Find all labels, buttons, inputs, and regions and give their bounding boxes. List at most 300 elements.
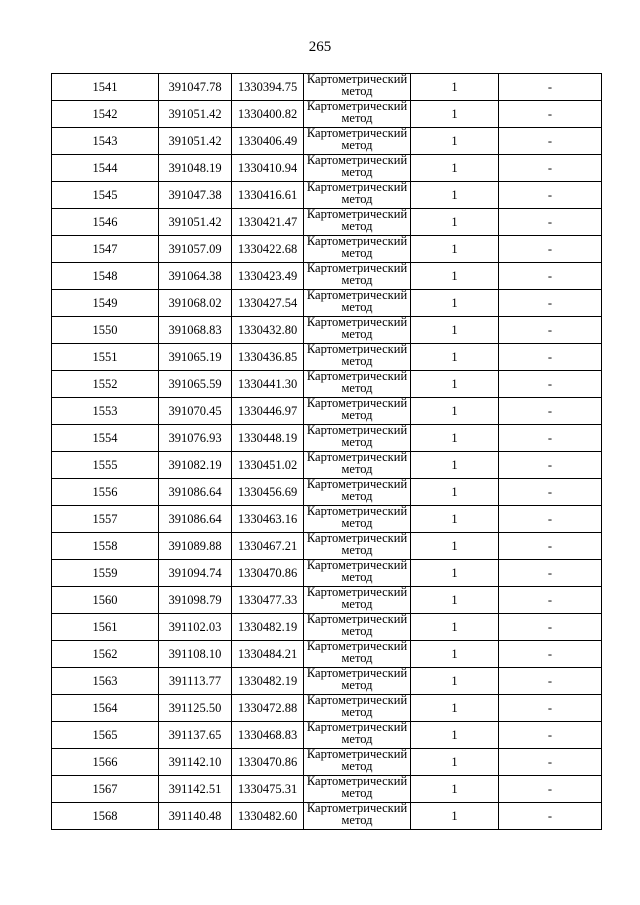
x-coordinate: 391102.03 xyxy=(168,619,222,634)
accuracy-value: 1 xyxy=(451,403,458,418)
accuracy-value: 1 xyxy=(451,673,458,688)
accuracy-value: 1 xyxy=(451,727,458,742)
method-line2: метод xyxy=(341,570,373,584)
point-number: 1543 xyxy=(92,133,118,148)
x-coordinate: 391070.45 xyxy=(168,403,222,418)
y-coordinate-cell xyxy=(232,452,304,479)
y-coordinate-cell xyxy=(232,263,304,290)
x-coordinate: 391051.42 xyxy=(168,106,222,121)
method-line1: Картометрический xyxy=(306,235,408,248)
note-cell xyxy=(499,155,602,182)
method-line1: Картометрический xyxy=(306,370,408,383)
x-coordinate-cell xyxy=(159,533,232,560)
method-line1: Картометрический xyxy=(306,640,408,653)
y-coordinate: 1330441.30 xyxy=(237,376,298,391)
y-coordinate: 1330467.21 xyxy=(237,538,298,553)
note-value: - xyxy=(547,727,553,742)
x-coordinate-cell xyxy=(159,803,232,830)
method-line1: Картометрический xyxy=(306,532,408,545)
note-value: - xyxy=(547,754,553,769)
point-number-cell xyxy=(52,506,159,533)
method-line2: метод xyxy=(341,759,373,773)
x-coordinate-cell xyxy=(159,317,232,344)
method-line2: метод xyxy=(341,192,373,206)
y-coordinate: 1330456.69 xyxy=(237,484,298,499)
note-cell xyxy=(499,209,602,236)
y-coordinate: 1330432.80 xyxy=(237,322,298,337)
method-cell xyxy=(304,560,411,587)
method-line2: метод xyxy=(341,165,373,179)
method-line1: Картометрический xyxy=(306,613,408,626)
note-value: - xyxy=(547,808,553,823)
x-coordinate: 391137.65 xyxy=(168,727,222,742)
method-cell xyxy=(304,614,411,641)
x-coordinate: 391076.93 xyxy=(168,430,222,445)
point-number: 1561 xyxy=(92,619,118,634)
table-row xyxy=(52,776,602,803)
x-coordinate-cell xyxy=(159,209,232,236)
accuracy-value: 1 xyxy=(451,187,458,202)
x-coordinate-cell xyxy=(159,155,232,182)
accuracy-value: 1 xyxy=(451,133,458,148)
method-cell xyxy=(304,533,411,560)
y-coordinate: 1330463.16 xyxy=(237,511,298,526)
method-line1: Картометрический xyxy=(306,505,408,518)
accuracy-value: 1 xyxy=(451,754,458,769)
note-value: - xyxy=(547,322,553,337)
table-row xyxy=(52,263,602,290)
note-value: - xyxy=(547,646,553,661)
method-line2: метод xyxy=(341,381,373,395)
table-row xyxy=(52,317,602,344)
method-line1: Картометрический xyxy=(306,748,408,761)
y-coordinate: 1330482.19 xyxy=(237,673,298,688)
note-value: - xyxy=(547,133,553,148)
x-coordinate: 391064.38 xyxy=(168,268,222,283)
method-line1: Картометрический xyxy=(306,100,408,113)
method-line1: Картометрический xyxy=(306,721,408,734)
y-coordinate-cell xyxy=(232,803,304,830)
method-line1: Картометрический xyxy=(306,775,408,788)
x-coordinate-cell xyxy=(159,776,232,803)
note-cell xyxy=(499,614,602,641)
table-row xyxy=(52,641,602,668)
note-value: - xyxy=(547,484,553,499)
note-cell xyxy=(499,560,602,587)
x-coordinate: 391047.38 xyxy=(168,187,222,202)
y-coordinate: 1330482.19 xyxy=(237,619,298,634)
point-number: 1554 xyxy=(92,430,118,445)
note-value: - xyxy=(547,538,553,553)
y-coordinate: 1330484.21 xyxy=(237,646,298,661)
method-line2: метод xyxy=(341,489,373,503)
y-coordinate: 1330472.88 xyxy=(237,700,298,715)
accuracy-value: 1 xyxy=(451,214,458,229)
point-number: 1556 xyxy=(92,484,118,499)
y-coordinate: 1330468.83 xyxy=(237,727,298,742)
y-coordinate: 1330451.02 xyxy=(237,457,298,472)
method-line2: метод xyxy=(341,516,373,530)
accuracy-value: 1 xyxy=(451,538,458,553)
method-cell xyxy=(304,398,411,425)
point-number-cell xyxy=(52,425,159,452)
method-line2: метод xyxy=(341,678,373,692)
y-coordinate-cell xyxy=(232,506,304,533)
x-coordinate-cell xyxy=(159,668,232,695)
x-coordinate-cell xyxy=(159,722,232,749)
method-line2: метод xyxy=(341,84,373,98)
x-coordinate: 391086.64 xyxy=(168,484,222,499)
point-number: 1552 xyxy=(92,376,118,391)
y-coordinate-cell xyxy=(232,533,304,560)
y-coordinate: 1330394.75 xyxy=(237,79,298,94)
x-coordinate-cell xyxy=(159,695,232,722)
point-number: 1550 xyxy=(92,322,118,337)
method-line2: метод xyxy=(341,327,373,341)
point-number: 1541 xyxy=(92,79,118,94)
point-number-cell xyxy=(52,74,159,101)
x-coordinate: 391065.59 xyxy=(168,376,222,391)
point-number: 1568 xyxy=(92,808,118,823)
point-number: 1566 xyxy=(92,754,118,769)
method-line1: Картометрический xyxy=(306,424,408,437)
y-coordinate: 1330470.86 xyxy=(237,565,298,580)
method-line1: Картометрический xyxy=(306,694,408,707)
method-line1: Картометрический xyxy=(306,451,408,464)
method-line2: метод xyxy=(341,138,373,152)
accuracy-cell xyxy=(411,722,499,749)
method-line2: метод xyxy=(341,111,373,125)
accuracy-cell xyxy=(411,641,499,668)
method-cell xyxy=(304,479,411,506)
method-line2: метод xyxy=(341,219,373,233)
x-coordinate: 391068.83 xyxy=(168,322,222,337)
point-number: 1567 xyxy=(92,781,118,796)
accuracy-cell xyxy=(411,290,499,317)
accuracy-value: 1 xyxy=(451,511,458,526)
point-number-cell xyxy=(52,668,159,695)
x-coordinate: 391089.88 xyxy=(168,538,222,553)
y-coordinate-cell xyxy=(232,236,304,263)
note-value: - xyxy=(547,511,553,526)
accuracy-cell xyxy=(411,344,499,371)
y-coordinate: 1330475.31 xyxy=(237,781,298,796)
point-number: 1544 xyxy=(92,160,118,175)
x-coordinate-cell xyxy=(159,479,232,506)
note-value: - xyxy=(547,376,553,391)
table-row xyxy=(52,722,602,749)
point-number-cell xyxy=(52,803,159,830)
accuracy-cell xyxy=(411,209,499,236)
method-line2: метод xyxy=(341,435,373,449)
point-number-cell xyxy=(52,587,159,614)
note-cell xyxy=(499,101,602,128)
x-coordinate-cell xyxy=(159,290,232,317)
table-row xyxy=(52,452,602,479)
table-row xyxy=(52,614,602,641)
x-coordinate-cell xyxy=(159,425,232,452)
y-coordinate-cell xyxy=(232,101,304,128)
accuracy-cell xyxy=(411,182,499,209)
accuracy-cell xyxy=(411,695,499,722)
accuracy-cell xyxy=(411,317,499,344)
note-value: - xyxy=(547,565,553,580)
note-value: - xyxy=(547,457,553,472)
y-coordinate-cell xyxy=(232,74,304,101)
y-coordinate: 1330427.54 xyxy=(237,295,298,310)
x-coordinate-cell xyxy=(159,263,232,290)
accuracy-cell xyxy=(411,776,499,803)
table-row xyxy=(52,560,602,587)
accuracy-cell xyxy=(411,452,499,479)
y-coordinate-cell xyxy=(232,587,304,614)
y-coordinate: 1330470.86 xyxy=(237,754,298,769)
method-line1: Картометрический xyxy=(306,289,408,302)
coordinates-table xyxy=(51,73,602,830)
y-coordinate-cell xyxy=(232,641,304,668)
accuracy-cell xyxy=(411,236,499,263)
method-cell xyxy=(304,425,411,452)
accuracy-value: 1 xyxy=(451,484,458,499)
y-coordinate-cell xyxy=(232,344,304,371)
method-line2: метод xyxy=(341,543,373,557)
table-row xyxy=(52,425,602,452)
accuracy-value: 1 xyxy=(451,565,458,580)
accuracy-value: 1 xyxy=(451,295,458,310)
table-row xyxy=(52,74,602,101)
note-value: - xyxy=(547,781,553,796)
note-value: - xyxy=(547,700,553,715)
point-number: 1558 xyxy=(92,538,118,553)
note-value: - xyxy=(547,619,553,634)
x-coordinate: 391057.09 xyxy=(168,241,222,256)
point-number-cell xyxy=(52,371,159,398)
point-number-cell xyxy=(52,749,159,776)
accuracy-cell xyxy=(411,398,499,425)
x-coordinate-cell xyxy=(159,128,232,155)
method-line2: метод xyxy=(341,813,373,827)
method-line1: Картометрический xyxy=(306,802,408,815)
method-line2: метод xyxy=(341,786,373,800)
y-coordinate-cell xyxy=(232,128,304,155)
table-row xyxy=(52,479,602,506)
point-number: 1555 xyxy=(92,457,118,472)
note-cell xyxy=(499,425,602,452)
accuracy-value: 1 xyxy=(451,160,458,175)
method-line2: метод xyxy=(341,300,373,314)
method-cell xyxy=(304,506,411,533)
point-number-cell xyxy=(52,236,159,263)
table-row xyxy=(52,398,602,425)
y-coordinate-cell xyxy=(232,560,304,587)
table-row xyxy=(52,182,602,209)
point-number: 1546 xyxy=(92,214,118,229)
method-line2: метод xyxy=(341,246,373,260)
y-coordinate-cell xyxy=(232,155,304,182)
y-coordinate-cell xyxy=(232,398,304,425)
note-value: - xyxy=(547,106,553,121)
method-cell xyxy=(304,587,411,614)
point-number-cell xyxy=(52,290,159,317)
accuracy-cell xyxy=(411,803,499,830)
x-coordinate: 391048.19 xyxy=(168,160,222,175)
accuracy-value: 1 xyxy=(451,700,458,715)
point-number: 1559 xyxy=(92,565,118,580)
y-coordinate-cell xyxy=(232,425,304,452)
accuracy-value: 1 xyxy=(451,322,458,337)
point-number-cell xyxy=(52,695,159,722)
method-line1: Картометрический xyxy=(306,127,408,140)
point-number: 1548 xyxy=(92,268,118,283)
point-number-cell xyxy=(52,344,159,371)
x-coordinate-cell xyxy=(159,74,232,101)
note-cell xyxy=(499,398,602,425)
note-cell xyxy=(499,776,602,803)
point-number-cell xyxy=(52,155,159,182)
method-line1: Картометрический xyxy=(306,667,408,680)
accuracy-value: 1 xyxy=(451,808,458,823)
x-coordinate-cell xyxy=(159,236,232,263)
method-line1: Картометрический xyxy=(306,316,408,329)
y-coordinate-cell xyxy=(232,479,304,506)
method-cell xyxy=(304,641,411,668)
point-number: 1565 xyxy=(92,727,118,742)
note-value: - xyxy=(547,592,553,607)
point-number: 1562 xyxy=(92,646,118,661)
x-coordinate: 391140.48 xyxy=(168,808,222,823)
point-number-cell xyxy=(52,560,159,587)
x-coordinate: 391047.78 xyxy=(168,79,222,94)
accuracy-value: 1 xyxy=(451,376,458,391)
note-cell xyxy=(499,317,602,344)
method-line2: метод xyxy=(341,705,373,719)
accuracy-value: 1 xyxy=(451,79,458,94)
method-line1: Картометрический xyxy=(306,586,408,599)
accuracy-value: 1 xyxy=(451,781,458,796)
y-coordinate: 1330448.19 xyxy=(237,430,298,445)
accuracy-cell xyxy=(411,155,499,182)
page-number: 265 xyxy=(308,39,332,55)
x-coordinate-cell xyxy=(159,371,232,398)
x-coordinate-cell xyxy=(159,614,232,641)
point-number: 1549 xyxy=(92,295,118,310)
table-row xyxy=(52,533,602,560)
note-value: - xyxy=(547,187,553,202)
y-coordinate-cell xyxy=(232,749,304,776)
y-coordinate-cell xyxy=(232,182,304,209)
method-cell xyxy=(304,668,411,695)
accuracy-value: 1 xyxy=(451,457,458,472)
point-number-cell xyxy=(52,263,159,290)
method-cell xyxy=(304,749,411,776)
note-cell xyxy=(499,344,602,371)
method-cell xyxy=(304,803,411,830)
x-coordinate-cell xyxy=(159,182,232,209)
x-coordinate-cell xyxy=(159,587,232,614)
accuracy-cell xyxy=(411,614,499,641)
method-cell xyxy=(304,263,411,290)
accuracy-cell xyxy=(411,263,499,290)
accuracy-value: 1 xyxy=(451,106,458,121)
note-cell xyxy=(499,803,602,830)
table-row xyxy=(52,236,602,263)
point-number-cell xyxy=(52,479,159,506)
note-cell xyxy=(499,479,602,506)
method-line2: метод xyxy=(341,354,373,368)
note-cell xyxy=(499,452,602,479)
table-row xyxy=(52,209,602,236)
method-line1: Картометрический xyxy=(306,262,408,275)
note-cell xyxy=(499,641,602,668)
note-value: - xyxy=(547,79,553,94)
note-cell xyxy=(499,263,602,290)
accuracy-value: 1 xyxy=(451,349,458,364)
method-cell xyxy=(304,776,411,803)
y-coordinate: 1330423.49 xyxy=(237,268,298,283)
x-coordinate-cell xyxy=(159,749,232,776)
point-number: 1560 xyxy=(92,592,118,607)
method-cell xyxy=(304,101,411,128)
point-number: 1563 xyxy=(92,673,118,688)
method-line1: Картометрический xyxy=(306,181,408,194)
method-line1: Картометрический xyxy=(306,397,408,410)
method-cell xyxy=(304,371,411,398)
method-cell xyxy=(304,236,411,263)
point-number-cell xyxy=(52,209,159,236)
note-cell xyxy=(499,506,602,533)
x-coordinate: 391065.19 xyxy=(168,349,222,364)
point-number: 1545 xyxy=(92,187,118,202)
method-cell xyxy=(304,290,411,317)
x-coordinate-cell xyxy=(159,506,232,533)
note-cell xyxy=(499,695,602,722)
table-row xyxy=(52,695,602,722)
method-line2: метод xyxy=(341,462,373,476)
note-value: - xyxy=(547,430,553,445)
y-coordinate-cell xyxy=(232,668,304,695)
x-coordinate: 391142.51 xyxy=(168,781,222,796)
point-number-cell xyxy=(52,641,159,668)
note-cell xyxy=(499,722,602,749)
point-number-cell xyxy=(52,317,159,344)
y-coordinate: 1330416.61 xyxy=(237,187,298,202)
accuracy-cell xyxy=(411,587,499,614)
method-line1: Картометрический xyxy=(306,154,408,167)
point-number-cell xyxy=(52,776,159,803)
accuracy-cell xyxy=(411,506,499,533)
note-value: - xyxy=(547,160,553,175)
accuracy-cell xyxy=(411,533,499,560)
y-coordinate-cell xyxy=(232,317,304,344)
y-coordinate: 1330410.94 xyxy=(237,160,298,175)
accuracy-cell xyxy=(411,101,499,128)
note-cell xyxy=(499,74,602,101)
accuracy-value: 1 xyxy=(451,241,458,256)
table-body xyxy=(52,74,602,830)
note-value: - xyxy=(547,241,553,256)
note-cell xyxy=(499,587,602,614)
accuracy-cell xyxy=(411,749,499,776)
accuracy-value: 1 xyxy=(451,592,458,607)
table-row xyxy=(52,587,602,614)
point-number-cell xyxy=(52,182,159,209)
point-number-cell xyxy=(52,533,159,560)
note-value: - xyxy=(547,268,553,283)
point-number-cell xyxy=(52,128,159,155)
point-number: 1557 xyxy=(92,511,118,526)
table-row xyxy=(52,749,602,776)
y-coordinate: 1330436.85 xyxy=(237,349,298,364)
